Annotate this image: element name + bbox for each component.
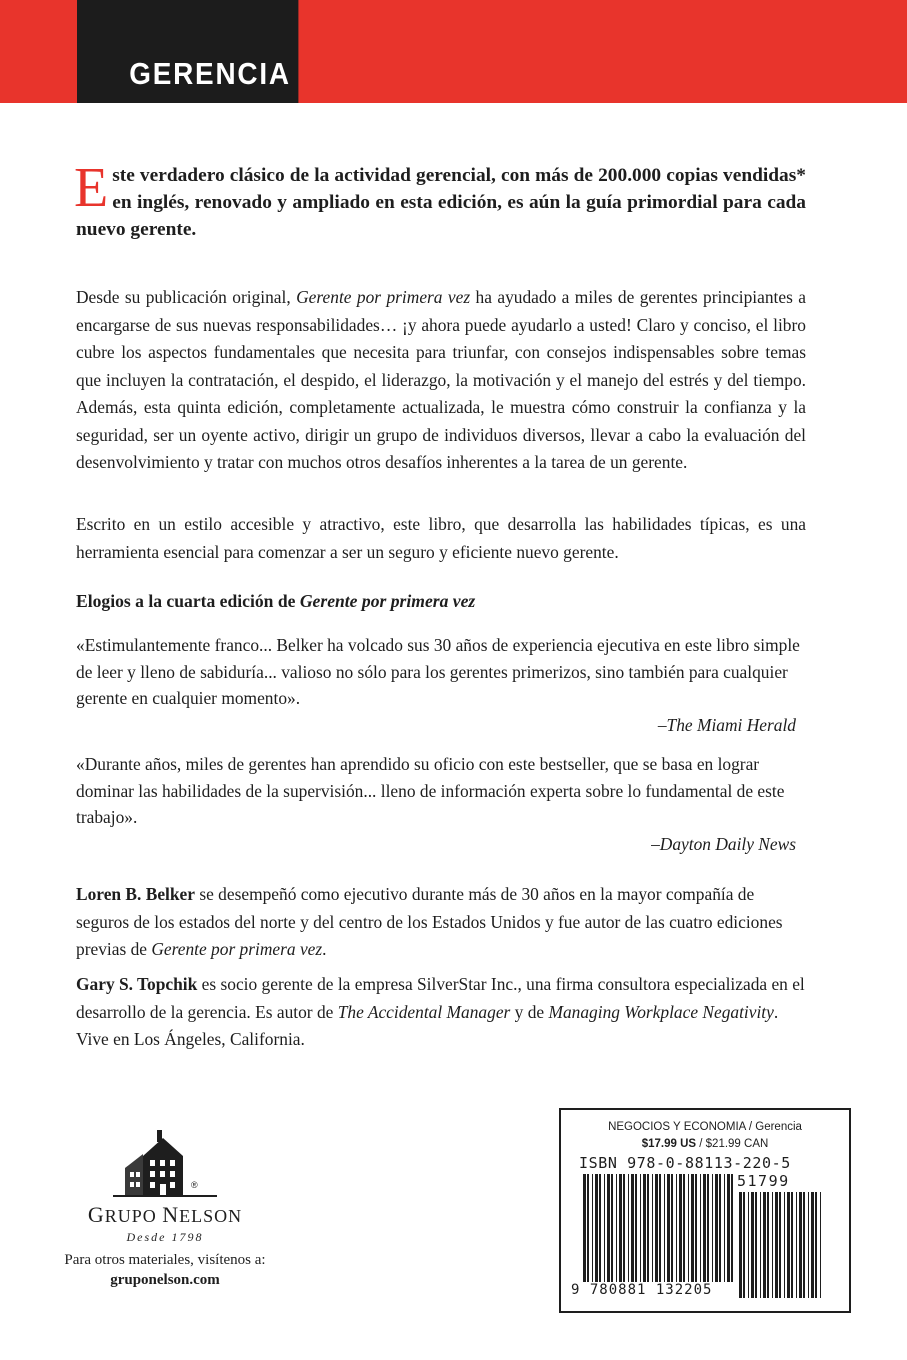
barcode-bar	[751, 1192, 754, 1298]
svg-text:®: ®	[191, 1180, 198, 1190]
barcode-bar	[707, 1174, 709, 1282]
barcode-bar	[779, 1192, 781, 1298]
barcode-digits: 9 780881 132205	[571, 1282, 713, 1298]
barcode-bar	[748, 1192, 749, 1298]
barcode-bar	[607, 1174, 610, 1282]
barcode-bar	[595, 1174, 598, 1282]
author-bio-belker: Loren B. Belker se desempeñó como ejecutivo durante más de 30 años en la mayor compañía de seguros de los estados del norte y del centro de los Estados Unidos y fue autor de las cuatro ediciones previas de Gerente por primera vez.	[76, 884, 783, 959]
barcode-bar	[599, 1174, 601, 1282]
barcode-bar	[616, 1174, 617, 1282]
quote-text: «Estimulantemente franco... Belker ha volcado sus 30 años de experiencia ejecutiva en este libro simple de leer y lleno de sabiduría... valioso no sólo para los gerentes primerizos, sino también para cualquier gerente en cualquier momento».	[76, 635, 800, 708]
barcode-bar	[763, 1192, 766, 1298]
barcode-bar	[643, 1174, 646, 1282]
book-title: Gerente por primera vez	[296, 287, 471, 307]
barcode-bar	[772, 1192, 773, 1298]
barcode-bar	[755, 1192, 757, 1298]
lead-paragraph	[74, 157, 806, 243]
barcode-bar	[767, 1192, 769, 1298]
quote-source: –The Miami Herald	[657, 714, 796, 735]
author-bio-topchik: Gary S. Topchik es socio gerente de la empresa SilverStar Inc., una firma consultora especializada en el desarrollo de la gerencia. Es autor de The Accidental Manager y de Managing Workplace Negativity. Vive en Los Ángeles, California.	[76, 974, 805, 1049]
house-icon	[105, 1128, 225, 1200]
price-line: $17.99 US / $21.99 CAN	[641, 1138, 769, 1150]
barcode-bar	[803, 1192, 805, 1298]
barcode-bar	[784, 1192, 785, 1298]
barcode-bar	[659, 1174, 661, 1282]
barcode-bar	[647, 1174, 649, 1282]
barcode-bar	[671, 1174, 673, 1282]
publisher-logo	[60, 1128, 270, 1245]
barcode-bar	[691, 1174, 694, 1282]
barcode-bar	[743, 1192, 745, 1298]
description-paragraph-2: Escrito en un estilo accesible y atractivo, este libro, que desarrolla las habilidades típicas, es una herramienta esencial para comenzar a ser un seguro y eficiente nuevo gerente.	[76, 514, 806, 562]
publisher-name: GRUPO NELSON	[87, 1202, 243, 1227]
review-quote	[76, 632, 806, 738]
drop-cap: E	[74, 157, 109, 219]
quote-source: –Dayton Daily News	[651, 833, 796, 854]
barcode-bar	[808, 1192, 809, 1298]
review-quote	[76, 751, 806, 857]
barcode-bar	[640, 1174, 641, 1282]
barcode-bar	[787, 1192, 790, 1298]
barcode-bar	[592, 1174, 593, 1282]
website-link[interactable]: gruponelson.com	[110, 1272, 220, 1288]
barcode-bar	[664, 1174, 665, 1282]
barcode-bar	[712, 1174, 713, 1282]
barcode-bar	[715, 1174, 718, 1282]
category-label: GERENCIA	[77, 0, 298, 103]
barcode-bar	[623, 1174, 625, 1282]
barcode-bar	[820, 1192, 821, 1298]
isbn-text: ISBN 978-0-88113-220-5	[579, 1154, 791, 1172]
barcode-bar	[655, 1174, 658, 1282]
barcode-bar	[703, 1174, 706, 1282]
barcode-bar	[679, 1174, 682, 1282]
barcode-bar	[619, 1174, 622, 1282]
barcode-bar	[688, 1174, 689, 1282]
visit-info	[40, 1250, 290, 1290]
description-paragraph-1: Desde su publicación original, Gerente por primera vez ha ayudado a miles de gerentes principiantes a encargarse de sus nuevas responsabilidades… ¡y ahora puede ayudarlo a usted! Claro y conciso, el libro cubre los aspectos fundamentales que necesita para triunfar, con consejos indispensables sobre temas que incluyen la contratación, el despido, el liderazgo, la motivación y el manejo del estrés y del tiempo. Además, esta quinta edición, completamente actualizada, le muestra cómo construir la confianza y la seguridad, ser un oyente activo, dirigir un grupo de individuos diversos, llevar a cabo la evaluación del desenvolvimiento y tratar con muchos otros desafíos inherentes a la tarea de un gerente.	[76, 287, 806, 472]
barcode-bar	[604, 1174, 605, 1282]
barcode-bar	[719, 1174, 721, 1282]
barcode-panel	[559, 1108, 851, 1313]
bisac-category: NEGOCIOS Y ECONOMIA / Gerencia	[608, 1121, 802, 1133]
barcode-bar	[583, 1174, 586, 1282]
barcode-bar	[635, 1174, 637, 1282]
barcode-bar	[775, 1192, 778, 1298]
barcode-bar	[727, 1174, 730, 1282]
quote-text: «Durante años, miles de gerentes han aprendido su oficio con este bestseller, que se basa en lograr dominar las habilidades de la supervisión... lleno de información experta sobre lo fundamental de este trabajo».	[76, 754, 785, 827]
barcode-bar	[683, 1174, 685, 1282]
publisher-since: Desde 1798	[126, 1230, 204, 1244]
visit-text: Para otros materiales, visítenos a:	[64, 1252, 266, 1268]
barcode-bar	[815, 1192, 817, 1298]
barcode-bar	[611, 1174, 613, 1282]
barcode-bar	[631, 1174, 634, 1282]
barcode-bar	[700, 1174, 701, 1282]
lead-text: ste verdadero clásico de la actividad gerencial, con más de 200.000 copias vendidas* en inglés, renovado y ampliado en esta edición, es aún la guía primordial para cada nuevo gerente.	[76, 165, 806, 240]
praise-heading: Elogios a la cuarta edición de Gerente por primera vez	[76, 591, 476, 611]
barcode-bar	[811, 1192, 814, 1298]
barcode-bar	[791, 1192, 793, 1298]
barcode-bar	[628, 1174, 629, 1282]
barcode-bar	[724, 1174, 725, 1282]
barcode-bar	[652, 1174, 653, 1282]
barcode-bar	[796, 1192, 797, 1298]
barcode-bar	[667, 1174, 670, 1282]
barcode-bar	[695, 1174, 697, 1282]
barcode-bar	[676, 1174, 677, 1282]
barcode-bar	[760, 1192, 761, 1298]
barcode-bar	[739, 1192, 742, 1298]
barcode-bar	[587, 1174, 589, 1282]
price-addon-code: 51799	[737, 1172, 790, 1190]
author-name: Gary S. Topchik	[76, 974, 198, 994]
barcode-bar	[731, 1174, 733, 1282]
barcode-bar	[799, 1192, 802, 1298]
author-name: Loren B. Belker	[76, 884, 195, 904]
